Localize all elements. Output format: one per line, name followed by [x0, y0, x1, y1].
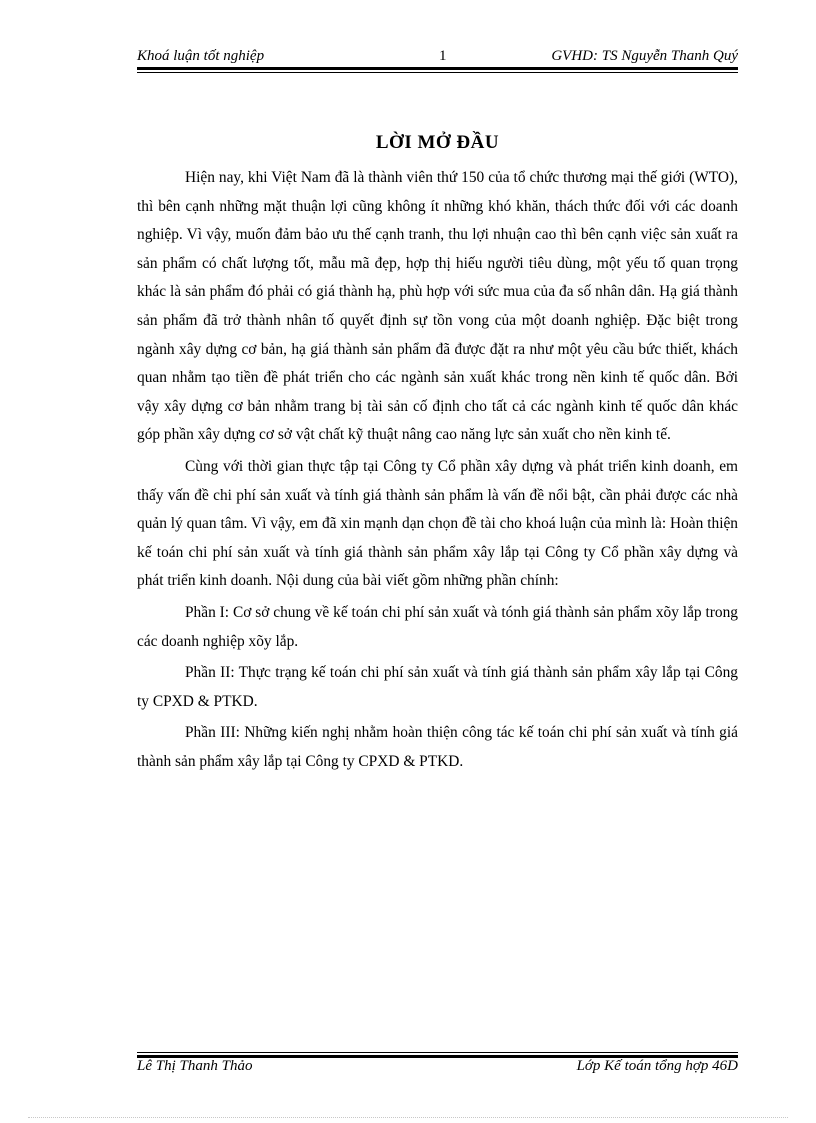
- page-edge-dots: [28, 1117, 788, 1118]
- paragraph: Cùng với thời gian thực tập tại Công ty Cổ phần xây dựng và phát triển kinh doanh, em thấy vấn đề chi phí sản xuất và tính giá thành sản phẩm là vấn đề nổi bật, cần phải được các nhà quản lý quan tâm. Vì vậy, em đã xin mạnh dạn chọn đề tài cho khoá luận của mình là: Hoàn thiện kế toán chi phí sản xuất và tính giá thành sản phẩm xây lắp tại Công ty Cổ phần xây dựng và phát triển kinh doanh. Nội dung của bài viết gồm những phần chính:: [137, 457, 738, 590]
- footer-class: Lớp Kế toán tổng hợp 46D: [576, 1058, 738, 1074]
- page-title: LỜI MỞ ĐẦU: [375, 132, 500, 153]
- header-advisor: GVHD: TS Nguyễn Thanh Quý: [551, 48, 738, 64]
- header-divider-thin: [137, 72, 738, 73]
- page-number: 1: [439, 48, 447, 64]
- footer-author: Lê Thị Thanh Thảo: [137, 1058, 253, 1074]
- header-thesis-label: Khoá luận tốt nghiệp: [137, 48, 265, 64]
- paragraph: Hiện nay, khi Việt Nam đã là thành viên thứ 150 của tổ chức thương mại thế giới (WTO), thì bên cạnh những mặt thuận lợi cũng không ít những khó khăn, thách thức đối với các doanh nghiệp. Vì vậy, muốn đảm bảo ưu thế cạnh tranh, thu lợi nhuận cao thì bên cạnh việc sản xuất ra sản phẩm có chất lượng tốt, mẫu mã đẹp, hợp thị hiếu người tiêu dùng, một yếu tố quan trọng khác là sản phẩm đó phải có giá thành hạ, phù hợp với sức mua của đa số nhân dân. Hạ giá thành sản phẩm đã trở thành nhân tố quyết định sự tồn vong của một doanh nghiệp. Đặc biệt trong ngành xây dựng cơ bản, hạ giá thành sản phẩm đã được đặt ra như một yêu cầu bức thiết, khách quan nhằm tạo tiền đề phát triển cho các ngành sản xuất khác trong nền kinh tế quốc dân. Bởi vậy xây dựng cơ bản nhằm trang bị tài sản cố định cho tất cả các ngành kinh tế quốc dân khác góp phần xây dựng cơ sở vật chất kỹ thuật nâng cao năng lực sản xuất cho nền kinh tế.: [137, 169, 738, 444]
- paragraph: Phần II: Thực trạng kế toán chi phí sản xuất và tính giá thành sản phẩm xây lắp tại Công ty CPXD & PTKD.: [137, 664, 738, 710]
- paragraph: Phần III: Những kiến nghị nhằm hoàn thiện công tác kế toán chi phí sản xuất và tính giá thành sản phẩm xây lắp tại Công ty CPXD & PTKD.: [137, 724, 738, 770]
- document-body: [137, 164, 738, 779]
- page-footer: [137, 1058, 738, 1080]
- header-divider: [137, 67, 738, 70]
- paragraph: Phần I: Cơ sở chung về kế toán chi phí sản xuất và tónh giá thành sản phẩm xõy lắp trong các doanh nghiệp xõy lắp.: [137, 603, 738, 650]
- footer-divider-thin: [137, 1052, 738, 1053]
